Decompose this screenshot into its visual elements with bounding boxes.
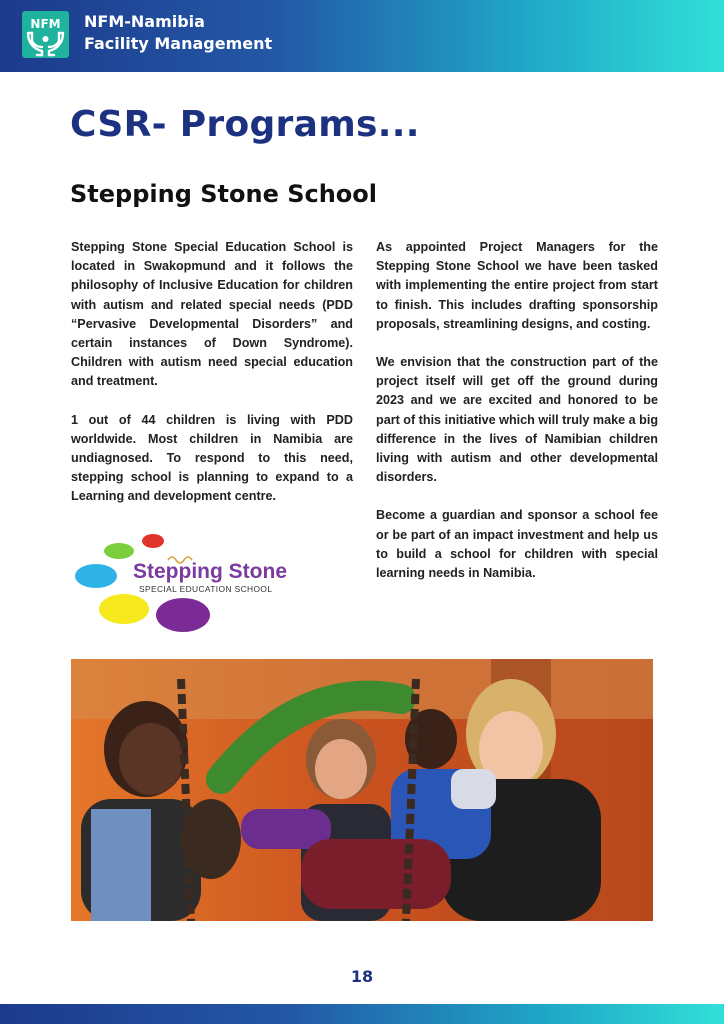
left-paragraph-2: 1 out of 44 children is living with PDD worldwide. Most children in Namibia are undiagnosed. To respond to this need, stepping school is planning to expand to a Learning and development centre. xyxy=(71,412,353,504)
logo-dot-purple xyxy=(156,598,210,632)
right-column xyxy=(376,238,658,602)
nfm-logo xyxy=(22,11,69,58)
caring-hands-icon xyxy=(22,11,69,58)
footer-bar xyxy=(0,1004,724,1024)
right-paragraph-3: Become a guardian and sponsor a school fee or be part of an impact investment and help us to build a school for children with special learning needs in Namibia. xyxy=(376,508,658,581)
logo-letters: NFM xyxy=(30,17,61,31)
logo-dot-green xyxy=(104,543,134,559)
logo-dot-yellow xyxy=(99,594,149,624)
brand-name xyxy=(84,11,272,55)
header-banner xyxy=(0,0,724,72)
brand-line-1: NFM-Namibia xyxy=(84,12,205,31)
left-column xyxy=(71,238,353,526)
section-title: Stepping Stone School xyxy=(70,180,378,208)
logo-tagline: SPECIAL EDUCATION SCHOOL xyxy=(139,584,273,594)
brand-line-2: Facility Management xyxy=(84,34,273,53)
children-photo xyxy=(71,659,653,921)
logo-name: Stepping Stone xyxy=(133,560,287,583)
right-paragraph-2: We envision that the construction part of the project itself will get off the ground during 2023 and we are excited and honored to be part of this initiative which will truly make a big difference in the lives of Namibian children living with autism and other developmental disorders. xyxy=(376,355,659,485)
page-number: 18 xyxy=(350,967,374,986)
logo-dot-blue xyxy=(75,564,117,588)
right-paragraph-1: As appointed Project Managers for the Stepping Stone School we have been tasked with implementing the entire project from start to finish. This includes drafting sponsorship proposals, streamlining designs, and costing. xyxy=(376,240,658,331)
logo-dot-red xyxy=(142,534,164,548)
page-title: CSR- Programs... xyxy=(70,104,420,145)
stepping-stone-logo xyxy=(72,530,312,640)
left-paragraph-1: Stepping Stone Special Education School is located in Swakopmund and it follows the philosophy of Inclusive Education for children with autism and related special needs (PDD “Pervasive Developmental Disorders” and certain instances of Down Syndrome). Children with autism need special education and treatment. xyxy=(71,240,353,389)
